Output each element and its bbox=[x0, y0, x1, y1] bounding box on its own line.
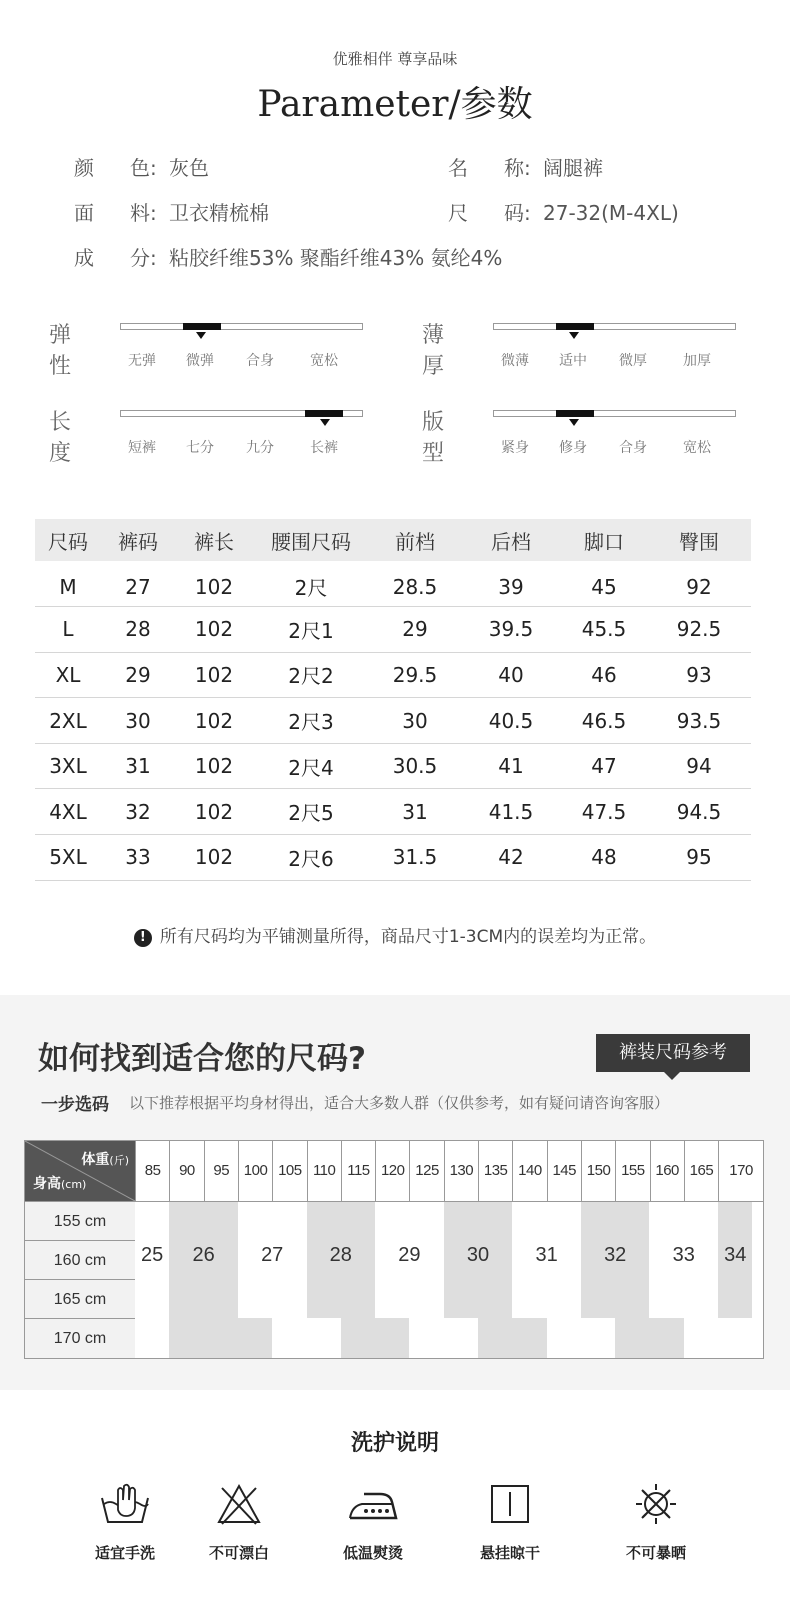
height-row-label: 160 cm bbox=[25, 1240, 135, 1279]
recommended-size-value: 34 bbox=[724, 1244, 747, 1266]
slider-tick-label: 宽松 bbox=[683, 440, 711, 456]
weight-header-cell: 140 bbox=[512, 1141, 546, 1201]
exclamation-icon: ! bbox=[134, 929, 152, 947]
table-cell: 48 bbox=[561, 835, 647, 881]
slider-tick-label: 合身 bbox=[619, 440, 647, 456]
height-unit: (cm) bbox=[61, 1178, 87, 1191]
table-cell: 5XL bbox=[35, 835, 101, 881]
height-row-label: 165 cm bbox=[25, 1279, 135, 1318]
slider-tick-label: 宽松 bbox=[310, 353, 338, 369]
slider-pointer bbox=[320, 419, 330, 426]
table-cell: 29 bbox=[369, 607, 461, 653]
table-cell: 3XL bbox=[35, 743, 101, 789]
slider-tick-label: 修身 bbox=[559, 440, 587, 456]
care-hang-dry bbox=[455, 1480, 565, 1563]
table-row bbox=[35, 561, 751, 607]
table-cell: 46 bbox=[561, 652, 647, 698]
size-band-shade bbox=[615, 1318, 684, 1358]
slider-track bbox=[120, 323, 363, 330]
table-row bbox=[35, 698, 751, 744]
table-cell: 102 bbox=[175, 652, 253, 698]
weight-header-cell: 120 bbox=[375, 1141, 409, 1201]
size-table-header-cell: 裤码 bbox=[101, 519, 175, 561]
table-cell: 29.5 bbox=[369, 652, 461, 698]
weight-header-cell: 170 bbox=[718, 1141, 763, 1201]
slider-tick-label: 无弹 bbox=[128, 353, 156, 369]
size-table bbox=[35, 519, 751, 881]
step-label: 一步选码 bbox=[41, 1095, 109, 1115]
recommended-size-value: 30 bbox=[466, 1244, 490, 1266]
height-row-label: 155 cm bbox=[25, 1201, 135, 1240]
table-cell: 95 bbox=[647, 835, 751, 881]
note-text: 所有尺码均为平铺测量所得，商品尺寸1-3CM内的误差均为正常。 bbox=[159, 927, 657, 947]
table-row bbox=[35, 652, 751, 698]
table-row bbox=[35, 743, 751, 789]
slider-pointer bbox=[569, 332, 579, 339]
slider-track bbox=[493, 323, 736, 330]
slider-name: 弹性 bbox=[49, 323, 72, 379]
table-cell: 39.5 bbox=[461, 607, 561, 653]
table-cell: 27 bbox=[101, 561, 175, 607]
care-label: 不可漂白 bbox=[208, 1544, 269, 1562]
attr-composition: 成 分: 粘胶纤维53% 聚酯纤维43% 氨纶4% bbox=[74, 246, 503, 270]
care-label: 不可暴晒 bbox=[625, 1544, 686, 1562]
table-cell: 47 bbox=[561, 743, 647, 789]
slider-tick-label: 微弹 bbox=[186, 353, 214, 369]
table-cell: 41.5 bbox=[461, 789, 561, 835]
size-table-header-cell: 臀围 bbox=[647, 519, 751, 561]
table-cell: 2尺4 bbox=[253, 743, 369, 789]
slider-tick-label: 短裤 bbox=[128, 440, 156, 456]
weight-header-cell: 165 bbox=[684, 1141, 718, 1201]
slider-pointer bbox=[569, 419, 579, 426]
table-cell: 31 bbox=[101, 743, 175, 789]
care-title: 洗护说明 bbox=[350, 1431, 439, 1456]
table-cell: 93 bbox=[647, 652, 751, 698]
table-cell: 94.5 bbox=[647, 789, 751, 835]
table-cell: 2尺 bbox=[253, 561, 369, 607]
weight-header-cell: 160 bbox=[650, 1141, 684, 1201]
measurement-note bbox=[0, 922, 790, 947]
care-label: 低温熨烫 bbox=[342, 1544, 403, 1562]
table-cell: 102 bbox=[175, 835, 253, 881]
slider-knob bbox=[183, 323, 221, 330]
table-cell: 92 bbox=[647, 561, 751, 607]
slider-tick-label: 紧身 bbox=[501, 440, 529, 456]
slider-tick-label: 九分 bbox=[246, 440, 274, 456]
size-guide-title: 如何找到适合您的尺码? bbox=[38, 1041, 366, 1077]
table-cell: 2尺5 bbox=[253, 789, 369, 835]
weight-header-cell: 95 bbox=[204, 1141, 238, 1201]
slider-tick-label: 合身 bbox=[246, 353, 274, 369]
table-cell: 31 bbox=[369, 789, 461, 835]
care-no-sun bbox=[601, 1480, 711, 1563]
hang-dry-icon bbox=[483, 1480, 537, 1528]
table-row bbox=[35, 789, 751, 835]
low-iron-icon bbox=[344, 1480, 402, 1528]
table-cell: 2尺1 bbox=[253, 607, 369, 653]
size-table-header-cell: 后档 bbox=[461, 519, 561, 561]
slider-tick-label: 微薄 bbox=[501, 353, 529, 369]
weight-header-cell: 145 bbox=[547, 1141, 581, 1201]
table-cell: 31.5 bbox=[369, 835, 461, 881]
table-cell: 102 bbox=[175, 561, 253, 607]
table-cell: 2尺2 bbox=[253, 652, 369, 698]
table-cell: 33 bbox=[101, 835, 175, 881]
slider-track bbox=[493, 410, 736, 417]
slider-tick-label: 长裤 bbox=[310, 440, 338, 456]
size-table-header-cell: 腰围尺码 bbox=[253, 519, 369, 561]
table-cell: 93.5 bbox=[647, 698, 751, 744]
grid-divider bbox=[25, 1201, 763, 1202]
weight-header-cell: 150 bbox=[581, 1141, 615, 1201]
care-label: 悬挂晾干 bbox=[479, 1544, 540, 1562]
attr-fabric: 面 料: 卫衣精梳棉 bbox=[74, 201, 269, 225]
attr-color: 颜 色: 灰色 bbox=[74, 156, 209, 180]
table-cell: L bbox=[35, 607, 101, 653]
table-cell: 47.5 bbox=[561, 789, 647, 835]
recommended-size-value: 26 bbox=[192, 1244, 215, 1266]
table-cell: XL bbox=[35, 652, 101, 698]
table-cell: 4XL bbox=[35, 789, 101, 835]
height-axis-label: 身高 bbox=[33, 1176, 61, 1192]
weight-header-cell: 115 bbox=[341, 1141, 375, 1201]
grid-corner-header bbox=[25, 1141, 135, 1201]
table-cell: 40 bbox=[461, 652, 561, 698]
table-cell: 2尺3 bbox=[253, 698, 369, 744]
slider-pointer bbox=[196, 332, 206, 339]
slider-tick-label: 适中 bbox=[559, 353, 587, 369]
hand-wash-icon bbox=[98, 1480, 152, 1528]
header-subtitle: 优雅相伴 尊享品味 bbox=[332, 50, 458, 68]
table-cell: 45 bbox=[561, 561, 647, 607]
table-cell: 29 bbox=[101, 652, 175, 698]
page-title: Parameter/参数 bbox=[257, 84, 533, 125]
attr-size: 尺 码: 27-32(M-4XL) bbox=[448, 201, 679, 225]
height-row-label: 170 cm bbox=[25, 1318, 135, 1358]
step-description: 以下推荐根据平均身材得出，适合大多数人群（仅供参考，如有疑问请咨询客服） bbox=[129, 1094, 670, 1112]
table-cell: 30.5 bbox=[369, 743, 461, 789]
table-cell: 92.5 bbox=[647, 607, 751, 653]
table-row bbox=[35, 835, 751, 881]
size-band-shade bbox=[478, 1318, 547, 1358]
recommended-size-value: 29 bbox=[398, 1244, 421, 1266]
slider-knob bbox=[556, 410, 594, 417]
table-cell: 28.5 bbox=[369, 561, 461, 607]
slider-tick-label: 七分 bbox=[186, 440, 214, 456]
slider-knob bbox=[556, 323, 594, 330]
badge-pointer bbox=[664, 1072, 680, 1080]
table-cell: 39 bbox=[461, 561, 561, 607]
care-hand-wash bbox=[70, 1480, 180, 1563]
table-cell: 94 bbox=[647, 743, 751, 789]
slider-name: 薄厚 bbox=[422, 323, 445, 379]
weight-header-cell: 100 bbox=[238, 1141, 272, 1201]
size-recommendation-grid bbox=[24, 1140, 764, 1359]
size-table-header-cell: 脚口 bbox=[561, 519, 647, 561]
no-bleach-icon bbox=[212, 1480, 266, 1528]
recommended-size-value: 31 bbox=[535, 1244, 558, 1266]
table-cell: 102 bbox=[175, 743, 253, 789]
table-cell: 45.5 bbox=[561, 607, 647, 653]
table-cell: 46.5 bbox=[561, 698, 647, 744]
table-cell: 30 bbox=[101, 698, 175, 744]
recommended-size-value: 28 bbox=[329, 1244, 352, 1266]
table-cell: M bbox=[35, 561, 101, 607]
weight-header-cell: 85 bbox=[135, 1141, 169, 1201]
no-sun-icon bbox=[629, 1480, 683, 1528]
recommended-size-value: 25 bbox=[141, 1244, 164, 1266]
pants-size-reference-badge: 裤装尺码参考 bbox=[596, 1034, 750, 1072]
weight-header-cell: 125 bbox=[409, 1141, 443, 1201]
size-table-header bbox=[35, 519, 751, 561]
size-table-header-cell: 前档 bbox=[369, 519, 461, 561]
table-cell: 2XL bbox=[35, 698, 101, 744]
table-cell: 102 bbox=[175, 607, 253, 653]
care-no-bleach bbox=[184, 1480, 294, 1563]
weight-header-cell: 105 bbox=[272, 1141, 306, 1201]
recommended-size-value: 32 bbox=[604, 1244, 627, 1266]
table-row bbox=[35, 607, 751, 653]
weight-header-cell: 110 bbox=[307, 1141, 341, 1201]
recommended-size-value: 27 bbox=[261, 1244, 284, 1266]
slider-name: 长度 bbox=[49, 410, 72, 466]
care-label: 适宜手洗 bbox=[94, 1544, 155, 1562]
table-cell: 42 bbox=[461, 835, 561, 881]
size-band-shade bbox=[341, 1318, 410, 1358]
weight-axis-label: 体重 bbox=[81, 1152, 110, 1168]
weight-header-cell: 90 bbox=[169, 1141, 203, 1201]
weight-header-cell: 155 bbox=[615, 1141, 649, 1201]
size-table-header-cell: 尺码 bbox=[35, 519, 101, 561]
table-cell: 102 bbox=[175, 789, 253, 835]
table-cell: 2尺6 bbox=[253, 835, 369, 881]
slider-tick-label: 加厚 bbox=[683, 353, 711, 369]
slider-name: 版型 bbox=[422, 410, 445, 466]
weight-header-cell: 135 bbox=[478, 1141, 512, 1201]
attr-name: 名 称: 阔腿裤 bbox=[448, 156, 603, 180]
slider-tick-label: 微厚 bbox=[619, 353, 647, 369]
slider-track bbox=[120, 410, 363, 417]
care-low-iron bbox=[318, 1480, 428, 1563]
recommended-size-value: 33 bbox=[672, 1244, 695, 1266]
size-table-header-cell: 裤长 bbox=[175, 519, 253, 561]
table-cell: 41 bbox=[461, 743, 561, 789]
weight-header-cell: 130 bbox=[444, 1141, 478, 1201]
table-cell: 40.5 bbox=[461, 698, 561, 744]
table-cell: 102 bbox=[175, 698, 253, 744]
table-cell: 28 bbox=[101, 607, 175, 653]
weight-unit: (斤) bbox=[109, 1154, 129, 1167]
slider-knob bbox=[305, 410, 343, 417]
table-cell: 30 bbox=[369, 698, 461, 744]
size-band-shade bbox=[169, 1318, 272, 1358]
table-cell: 32 bbox=[101, 789, 175, 835]
